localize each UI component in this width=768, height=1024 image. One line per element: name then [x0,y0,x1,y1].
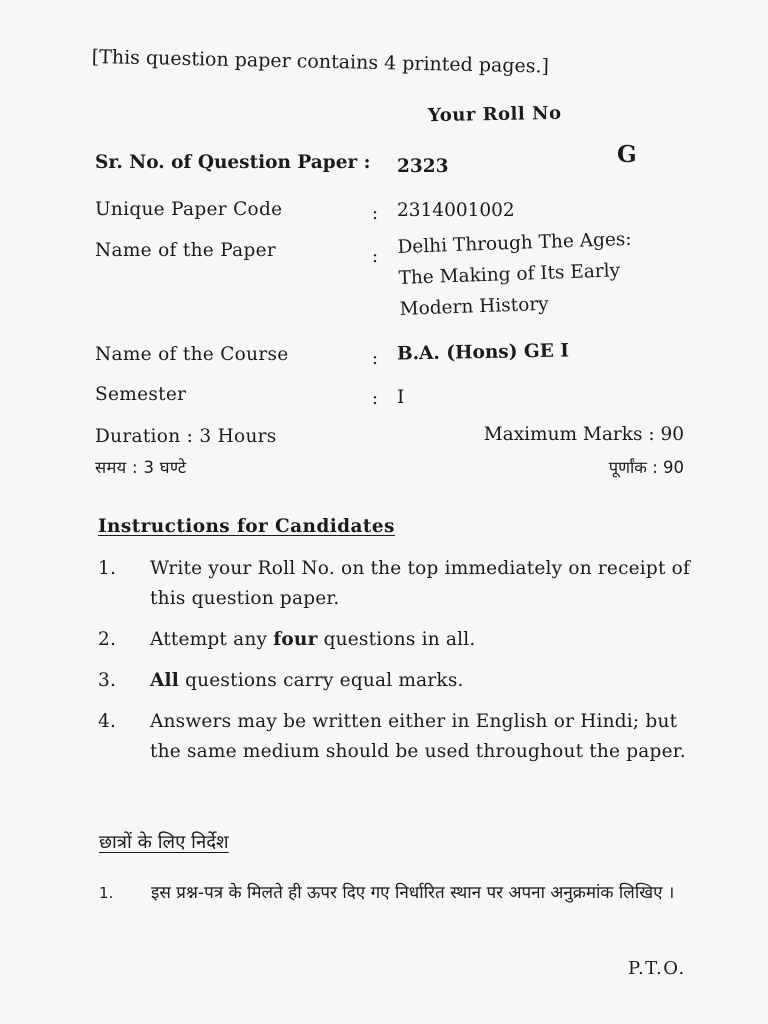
unique-code-colon: : [372,203,379,224]
semester-label: Semester [95,384,187,405]
semester-colon: : [372,388,379,409]
instruction-text-part: Write your Roll No. on the top immediately on receipt of this question paper. [150,558,691,609]
instruction-number: 3. [98,670,117,691]
semester-value: I [397,387,405,408]
instruction-text-part: questions in all. [317,629,476,650]
max-marks-en: Maximum Marks : 90 [483,424,684,445]
instruction-item [98,666,698,696]
sr-no-value: 2323 [397,156,449,177]
paper-name-line: Delhi Through The Ages: [397,228,632,258]
hindi-instruction-number: 1. [99,884,114,902]
course-value: B.A. (Hons) GE I [396,340,570,365]
paper-name-value [397,222,700,325]
instructions-list [98,554,698,778]
course-label: Name of the Course [95,344,289,365]
paper-set-letter: G [617,141,637,168]
instruction-text [150,625,698,655]
paper-name-line: The Making of Its Early [398,260,621,289]
sr-no-label: Sr. No. of Question Paper : [95,152,371,173]
duration-hi: समय : 3 घण्टे [95,458,187,477]
instruction-text-part: questions carry equal marks. [179,670,464,691]
emphasis-text: four [273,629,318,650]
paper-name-colon: : [372,246,379,267]
course-colon: : [372,348,379,369]
please-turn-over: P.T.O. [628,958,686,979]
instruction-number: 1. [98,558,117,579]
instruction-number: 2. [98,629,117,650]
instruction-text [150,666,698,696]
max-marks-hi: पूर्णांक : 90 [608,458,684,477]
instruction-text-part: Attempt any [150,629,274,650]
unique-code-label: Unique Paper Code [95,199,283,220]
instruction-text [150,707,698,767]
unique-code-value: 2314001002 [397,200,515,221]
paper-name-line: Modern History [399,293,549,320]
hindi-instructions-heading: छात्रों के लिए निर्देश [99,832,229,853]
instruction-text [150,554,698,614]
instructions-heading: Instructions for Candidates [98,516,395,537]
instruction-item [98,554,698,614]
paper-name-label: Name of the Paper [95,240,277,261]
emphasis-text: All [150,670,180,691]
hindi-instruction-text: इस प्रश्न-पत्र के मिलते ही ऊपर दिए गए निर्धारित स्थान पर अपना अनुक्रमांक लिखिए । [151,883,675,903]
instruction-item [98,707,698,767]
instruction-text-part: Answers may be written either in English or Hindi; but the same medium should be used throughout the paper. [150,711,686,762]
hindi-instruction-item [99,874,719,912]
page-count-note: [This question paper contains 4 printed pages.] [91,46,550,78]
duration-en: Duration : 3 Hours [95,426,277,447]
instruction-number: 4. [98,711,117,732]
instruction-item [98,625,698,655]
roll-number-label: Your Roll No [427,102,562,127]
